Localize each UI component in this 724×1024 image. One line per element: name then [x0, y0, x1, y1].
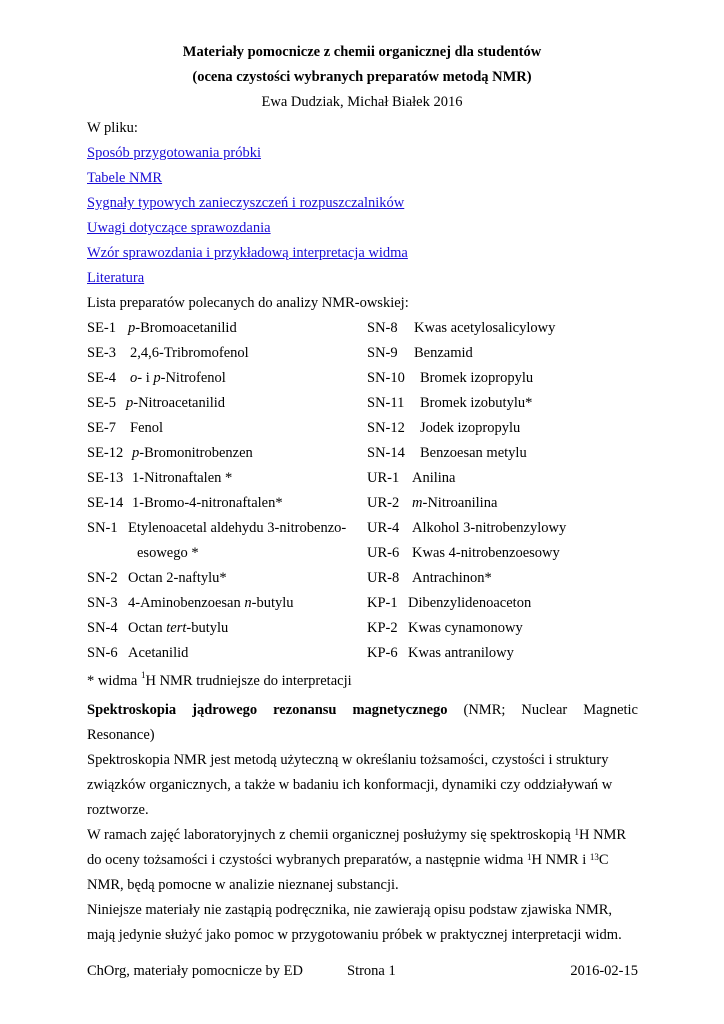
section-heading-cont: Resonance) [87, 727, 155, 743]
list-item: SE-3 2,4,6-Tribromofenol SN-9 Benzamid [87, 345, 473, 361]
list-item: SN-1 Etylenoacetal aldehydu 3-nitrobenzo- UR-4 Alkohol 3-nitrobenzylowy [87, 520, 567, 536]
list-item: SN-6 Acetanilid KP-6 Kwas antranilowy [87, 645, 514, 661]
link-literature[interactable]: Literatura [87, 270, 145, 286]
paragraph-1-line-1: Spektroskopia NMR jest metodą użyteczną w określaniu tożsamości, czystości i struktury [87, 752, 609, 768]
footnote: * widma $^1$H NMR trudniejsze do interpretacji [87, 670, 352, 689]
contents-intro: W pliku: [87, 120, 138, 136]
page-number: Strona 1 [347, 963, 396, 979]
list-item: SE-13 1-Nitronaftalen * UR-1 Anilina [87, 470, 456, 486]
paragraph-2-line-1: W ramach zajęć laboratoryjnych z chemii organicznej posłużymy się spektroskopią $^1$H NMR [87, 827, 627, 843]
paragraph-3-line-2: mają jedynie służyć jako pomoc w przygotowaniu próbek w praktycznej interpretacji widm. [87, 927, 622, 943]
paragraph-2-line-3: NMR, będą pomocne w analizie nieznanej substancji. [87, 877, 399, 893]
list-item: SE-1 p-Bromoacetanilid SN-8 Kwas acetylosalicylowy [87, 320, 556, 336]
link-impurity-signals[interactable]: Sygnały typowych zanieczyszczeń i rozpuszczalników [87, 195, 405, 211]
list-item: SN-3 4-Aminobenzoesan n-butylu KP-1 Dibenzylidenoaceton [87, 595, 532, 611]
link-nmr-tables[interactable]: Tabele NMR [87, 170, 163, 186]
list-item: SE-5 p-Nitroacetanilid SN-11 Bromek izobutylu* [87, 395, 533, 411]
list-item: SE-4 o- i p-Nitrofenol SN-10 Bromek izopropylu [87, 370, 534, 386]
list-item: SE-7 Fenol SN-12 Jodek izopropylu [87, 420, 521, 436]
authors-line: Ewa Dudziak, Michał Białek 2016 [261, 94, 463, 110]
list-title: Lista preparatów polecanych do analizy NMR-owskiej: [87, 295, 409, 311]
paragraph-1-line-2: związków organicznych, a także w badaniu ich konformacji, dynamiki czy oddziaływań w [87, 777, 613, 793]
footer-left: ChOrg, materiały pomocnicze by ED [87, 963, 303, 979]
list-item: esowego * UR-6 Kwas 4-nitrobenzoesowy [137, 545, 560, 561]
footer-date: 2016-02-15 [570, 963, 638, 979]
link-sample-preparation[interactable]: Sposób przygotowania próbki [87, 145, 261, 161]
section-heading: Spektroskopia jądrowego rezonansu magnetycznego (NMR; Nuclear Magnetic [87, 702, 638, 718]
list-item: SN-4 Octan tert-butylu KP-2 Kwas cynamonowy [87, 620, 523, 636]
list-item: SN-2 Octan 2-naftylu* UR-8 Antrachinon* [87, 570, 492, 586]
link-report-notes[interactable]: Uwagi dotyczące sprawozdania [87, 220, 271, 236]
paragraph-3-line-1: Niniejsze materiały nie zastąpią podręcznika, nie zawierają opisu podstaw zjawiska NMR, [87, 902, 613, 918]
paragraph-2-line-2: do oceny tożsamości i czystości wybranych preparatów, a następnie widma $^1$H NMR i $^{13}$C [87, 852, 609, 868]
list-item: SE-12 p-Bromonitrobenzen SN-14 Benzoesan metylu [87, 445, 527, 461]
document-subtitle: (ocena czystości wybranych preparatów metodą NMR) [192, 69, 532, 85]
list-item: SE-14 1-Bromo-4-nitronaftalen* UR-2 m-Nitroanilina [87, 495, 498, 511]
link-report-template[interactable]: Wzór sprawozdania i przykładową interpretacja widma [87, 245, 408, 261]
document-title: Materiały pomocnicze z chemii organicznej dla studentów [182, 44, 542, 60]
paragraph-1-line-3: roztworze. [87, 802, 149, 818]
